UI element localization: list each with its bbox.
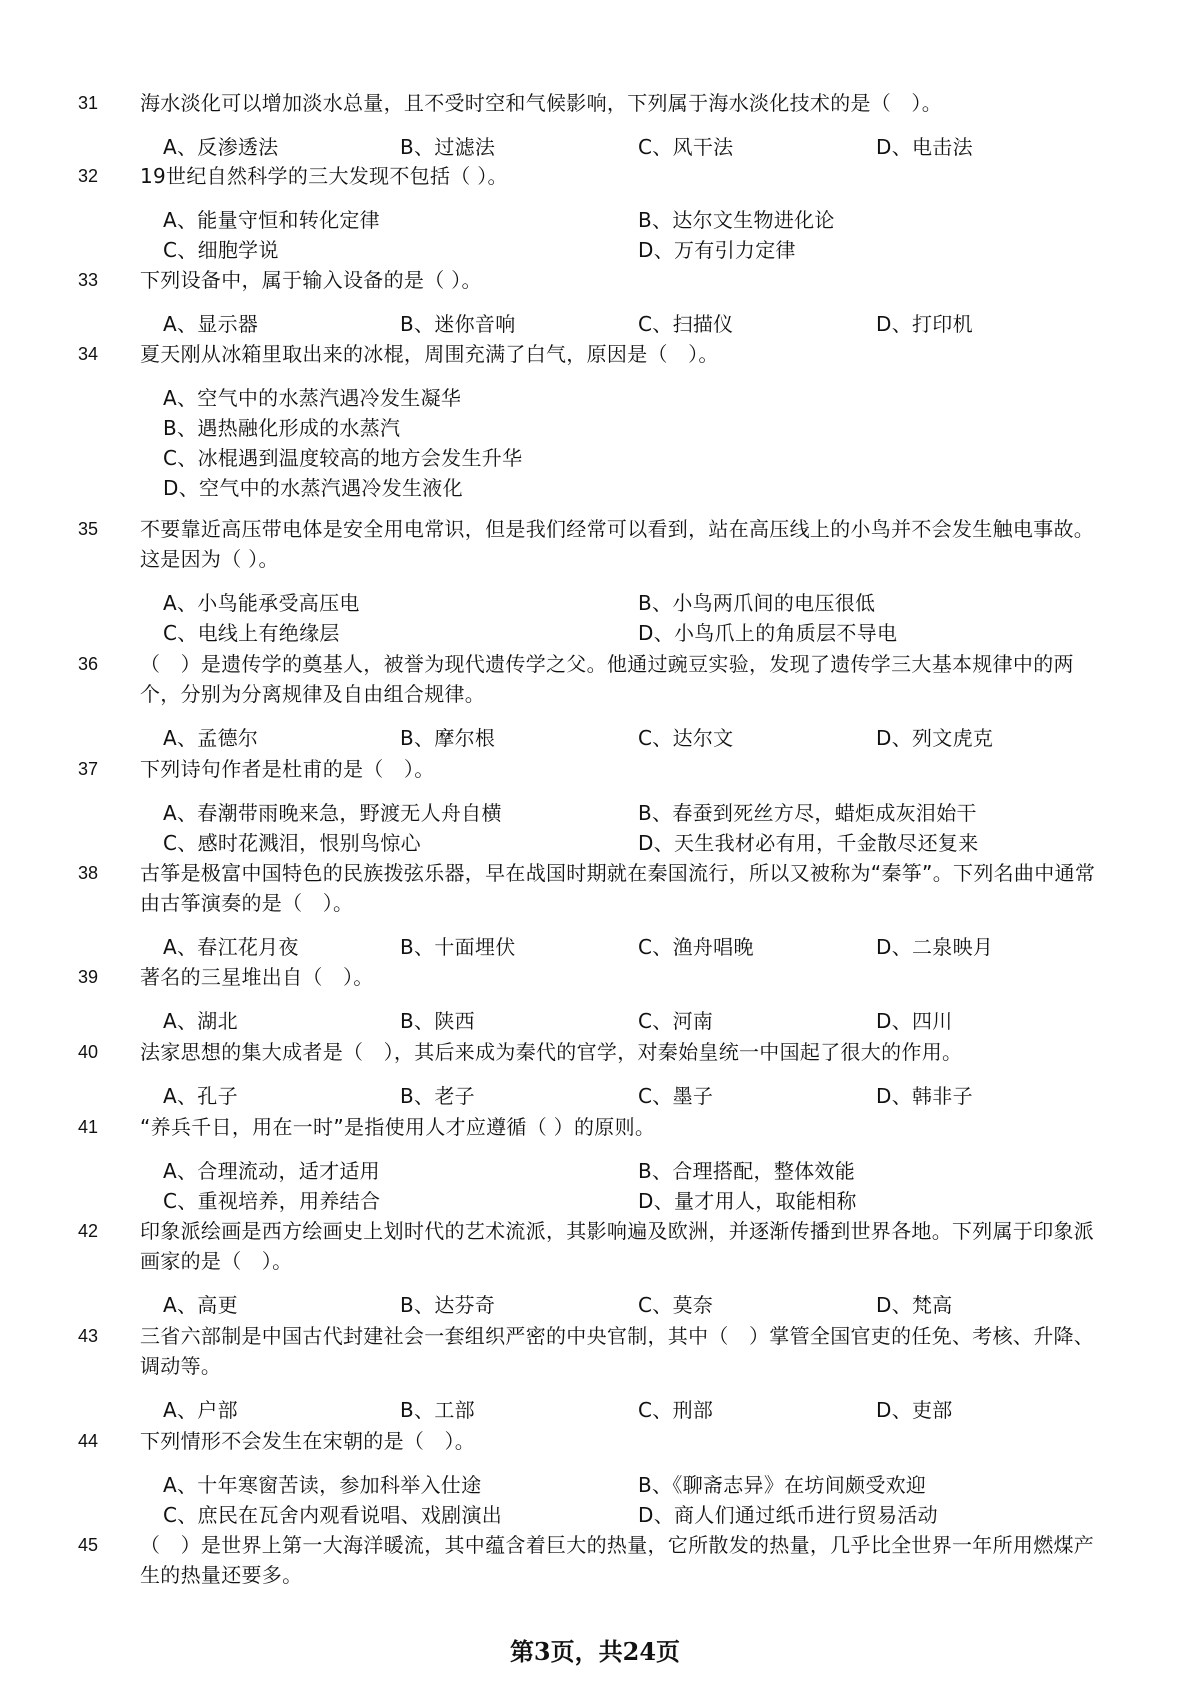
option-c: C、风干法 xyxy=(638,135,734,159)
option-c: C、达尔文 xyxy=(638,726,734,750)
option-a: A、孔子 xyxy=(163,1084,238,1108)
page-footer: 第3页，共24页 xyxy=(509,1637,681,1666)
option-c: C、庶民在瓦舍内观看说唱、戏剧演出 xyxy=(163,1503,503,1527)
option-d: D、梵高 xyxy=(876,1293,953,1317)
option-c: C、渔舟唱晚 xyxy=(638,935,754,959)
question-number: 44 xyxy=(78,1431,99,1451)
option-a: A、高更 xyxy=(163,1293,238,1317)
question-stem: 下列诗句作者是杜甫的是（ ）。 xyxy=(140,757,435,781)
question-number: 35 xyxy=(78,519,99,539)
option-b: B、老子 xyxy=(400,1084,475,1108)
option-a: A、十年寒窗苦读，参加科举入仕途 xyxy=(163,1473,482,1497)
option-a: A、能量守恒和转化定律 xyxy=(163,208,380,232)
question-number: 42 xyxy=(78,1221,99,1241)
option-d: D、空气中的水蒸汽遇冷发生液化 xyxy=(163,476,463,500)
question-number: 31 xyxy=(78,93,99,113)
option-a: A、孟德尔 xyxy=(163,726,259,750)
option-d: D、二泉映月 xyxy=(876,935,994,959)
question-stem: （ ）是世界上第一大海洋暖流，其中蕴含着巨大的热量，它所散发的热量，几乎比全世界一年所用燃煤产生的热量还要多。 xyxy=(140,1533,1095,1587)
question-number: 32 xyxy=(78,166,99,186)
option-c: C、重视培养，用养结合 xyxy=(163,1189,381,1213)
question-number: 34 xyxy=(78,344,99,364)
question-stem: 海水淡化可以增加淡水总量，且不受时空和气候影响，下列属于海水淡化技术的是（ ）。 xyxy=(140,91,942,115)
question-number: 39 xyxy=(78,967,99,987)
option-a: A、湖北 xyxy=(163,1009,238,1033)
option-b: B、春蚕到死丝方尽，蜡炬成灰泪始干 xyxy=(638,801,977,825)
option-b: B、工部 xyxy=(400,1398,475,1422)
option-c: C、电线上有绝缘层 xyxy=(163,621,340,645)
option-c: C、扫描仪 xyxy=(638,312,734,336)
question-number: 43 xyxy=(78,1326,99,1346)
option-c: C、刑部 xyxy=(638,1398,714,1422)
question-number: 40 xyxy=(78,1042,99,1062)
option-d: D、天生我材必有用，千金散尽还复来 xyxy=(638,831,979,855)
question-stem: 下列设备中，属于输入设备的是（ ）。 xyxy=(140,268,482,292)
option-d: D、商人们通过纸币进行贸易活动 xyxy=(638,1503,938,1527)
option-b: B、《聊斋志异》在坊间颇受欢迎 xyxy=(638,1473,927,1497)
question-stem: 夏天刚从冰箱里取出来的冰棍，周围充满了白气，原因是（ ）。 xyxy=(140,342,719,366)
option-b: B、达尔文生物进化论 xyxy=(638,208,835,232)
option-d: D、四川 xyxy=(876,1009,953,1033)
option-a: A、合理流动，适才适用 xyxy=(163,1159,380,1183)
option-c: C、冰棍遇到温度较高的地方会发生升华 xyxy=(163,446,523,470)
option-d: D、量才用人，取能相称 xyxy=(638,1189,857,1213)
option-b: B、摩尔根 xyxy=(400,726,496,750)
option-a: A、反渗透法 xyxy=(163,135,279,159)
option-d: D、小鸟爪上的角质层不导电 xyxy=(638,621,898,645)
question-stem: 不要靠近高压带电体是安全用电常识，但是我们经常可以看到，站在高压线上的小鸟并不会发生触电事故。这是因为（ ）。 xyxy=(140,517,1095,571)
option-d: D、电击法 xyxy=(876,135,973,159)
question-number: 41 xyxy=(78,1117,99,1137)
option-b: B、过滤法 xyxy=(400,135,496,159)
option-a: A、空气中的水蒸汽遇冷发生凝华 xyxy=(163,386,462,410)
option-b: B、迷你音响 xyxy=(400,312,516,336)
option-b: B、遇热融化形成的水蒸汽 xyxy=(163,416,401,440)
option-b: B、十面埋伏 xyxy=(400,935,516,959)
question-number: 37 xyxy=(78,759,99,779)
option-a: A、春江花月夜 xyxy=(163,935,299,959)
question-stem: 法家思想的集大成者是（ ），其后来成为秦代的官学，对秦始皇统一中国起了很大的作用。 xyxy=(140,1040,963,1064)
question-number: 36 xyxy=(78,654,99,674)
option-c: C、河南 xyxy=(638,1009,714,1033)
question-number: 45 xyxy=(78,1535,99,1555)
option-b: B、合理搭配，整体效能 xyxy=(638,1159,856,1183)
option-a: A、户部 xyxy=(163,1398,238,1422)
option-c: C、莫奈 xyxy=(638,1293,714,1317)
option-c: C、细胞学说 xyxy=(163,238,279,262)
option-d: D、打印机 xyxy=(876,312,973,336)
question-stem: 著名的三星堆出自（ ）。 xyxy=(140,965,374,989)
option-a: A、春潮带雨晚来急，野渡无人舟自横 xyxy=(163,801,502,825)
option-a: A、小鸟能承受高压电 xyxy=(163,591,360,615)
option-d: D、吏部 xyxy=(876,1398,953,1422)
option-a: A、显示器 xyxy=(163,312,259,336)
option-d: D、韩非子 xyxy=(876,1084,973,1108)
question-number: 33 xyxy=(78,270,99,290)
option-b: B、陕西 xyxy=(400,1009,475,1033)
option-c: C、墨子 xyxy=(638,1084,714,1108)
option-c: C、感时花溅泪，恨别鸟惊心 xyxy=(163,831,421,855)
option-d: D、万有引力定律 xyxy=(638,238,796,262)
question-stem: 古筝是极富中国特色的民族拨弦乐器，早在战国时期就在秦国流行，所以又被称为“秦筝”。下列名曲中通常由古筝演奏的是（ ）。 xyxy=(140,861,1096,915)
question-stem: （ ）是遗传学的奠基人，被誉为现代遗传学之父。他通过豌豆实验，发现了遗传学三大基本规律中的两个，分别为分离规律及自由组合规律。 xyxy=(140,652,1074,706)
question-stem: 三省六部制是中国古代封建社会一套组织严密的中央官制，其中（ ）掌管全国官吏的任免、考核、升降、调动等。 xyxy=(140,1324,1095,1378)
option-b: B、小鸟两爪间的电压很低 xyxy=(638,591,876,615)
question-stem: 下列情形不会发生在宋朝的是（ ）。 xyxy=(140,1429,476,1453)
question-number: 38 xyxy=(78,863,99,883)
option-d: D、列文虎克 xyxy=(876,726,994,750)
question-stem: 19世纪自然科学的三大发现不包括（ ）。 xyxy=(140,164,508,188)
question-stem: “养兵千日，用在一时”是指使用人才应遵循（ ）的原则。 xyxy=(140,1115,656,1139)
option-b: B、达芬奇 xyxy=(400,1293,496,1317)
question-stem: 印象派绘画是西方绘画史上划时代的艺术流派，其影响遍及欧洲，并逐渐传播到世界各地。下列属于印象派画家的是（ ）。 xyxy=(140,1219,1095,1273)
